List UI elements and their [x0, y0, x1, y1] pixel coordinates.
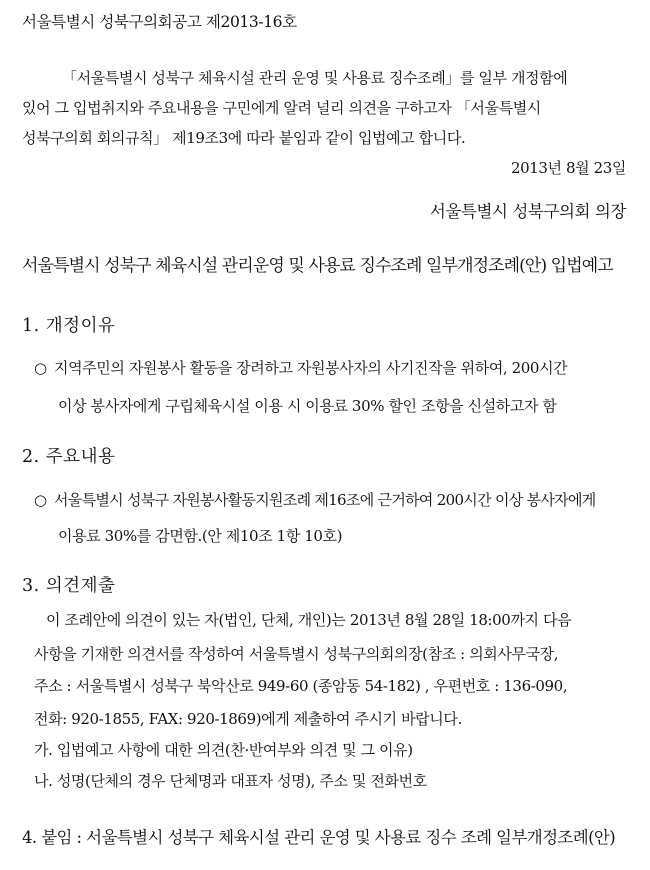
notice-date: 2013년 8월 23일 [510, 159, 626, 177]
section-4-attachment: 4. 붙임 : 서울특별시 성북구 체육시설 관리 운영 및 사용료 징수 조례 일부개정조례(안) [22, 828, 616, 847]
signer: 서울특별시 성북구의회 의장 [429, 202, 626, 221]
intro-line-3: 성북구의회 회의규칙」 제19조3에 따라 붙임과 같이 입법예고 합니다. [22, 129, 466, 147]
notice-number: 서울특별시 성북구의회공고 제2013-16호 [22, 13, 297, 31]
section-3-sub-item-2: 나. 성명(단체의 경우 단체명과 대표자 성명), 주소 및 전화번호 [34, 772, 427, 790]
section-2-heading: 2. 주요내용 [22, 447, 116, 467]
section-2-text-1: 서울특별시 성북구 자원봉사활동지원조례 제16조에 근거하여 200시간 이상 봉사자에게 [54, 491, 596, 509]
section-3-sub-item-1: 가. 입법예고 사항에 대한 의견(찬·반여부와 의견 및 그 이유) [34, 741, 413, 759]
section-2-bullet-line-1 [34, 490, 596, 510]
section-3-line-2: 사항을 기재한 의견서를 작성하여 서울특별시 성북구의회의장(참조 : 의회사무국장, [34, 645, 559, 663]
section-1-bullet-line-2: 이상 봉사자에게 구립체육시설 이용 시 이용료 30% 할인 조항을 신설하고자 함 [58, 397, 557, 415]
section-1-text-1: 지역주민의 자원봉사 활동을 장려하고 자원봉사자의 사기진작을 위하여, 200시간 [54, 359, 568, 377]
intro-line-2: 있어 그 입법취지와 주요내용을 구민에게 알려 널리 의견을 구하고자 「서울특별시 [22, 99, 541, 117]
section-2-bullet-line-2: 이용료 30%를 감면함.(안 제10조 1항 10호) [58, 527, 343, 545]
section-3-line-1: 이 조례안에 의견이 있는 자(법인, 단체, 개인)는 2013년 8월 28일 18:00까지 다음 [46, 611, 572, 629]
bullet-circle: ○ [34, 491, 47, 509]
section-3-line-3: 주소 : 서울특별시 성북구 북악산로 949-60 (종암동 54-182) , 우편번호 : 136-090, [34, 677, 568, 695]
document-title: 서울특별시 성북구 체육시설 관리운영 및 사용료 징수조례 일부개정조례(안) 입법예고 [22, 256, 613, 276]
section-3-line-4: 전화: 920-1855, FAX: 920-1869)에게 제출하여 주시기 바랍니다. [34, 710, 462, 728]
intro-line-1: 「서울특별시 성북구 체육시설 관리 운영 및 사용료 징수조례」를 일부 개정함에 [62, 69, 568, 87]
section-3-heading: 3. 의견제출 [22, 576, 116, 596]
bullet-circle: ○ [34, 359, 47, 377]
section-1-heading: 1. 개정이유 [22, 316, 116, 336]
section-1-bullet-line-1 [34, 358, 567, 378]
